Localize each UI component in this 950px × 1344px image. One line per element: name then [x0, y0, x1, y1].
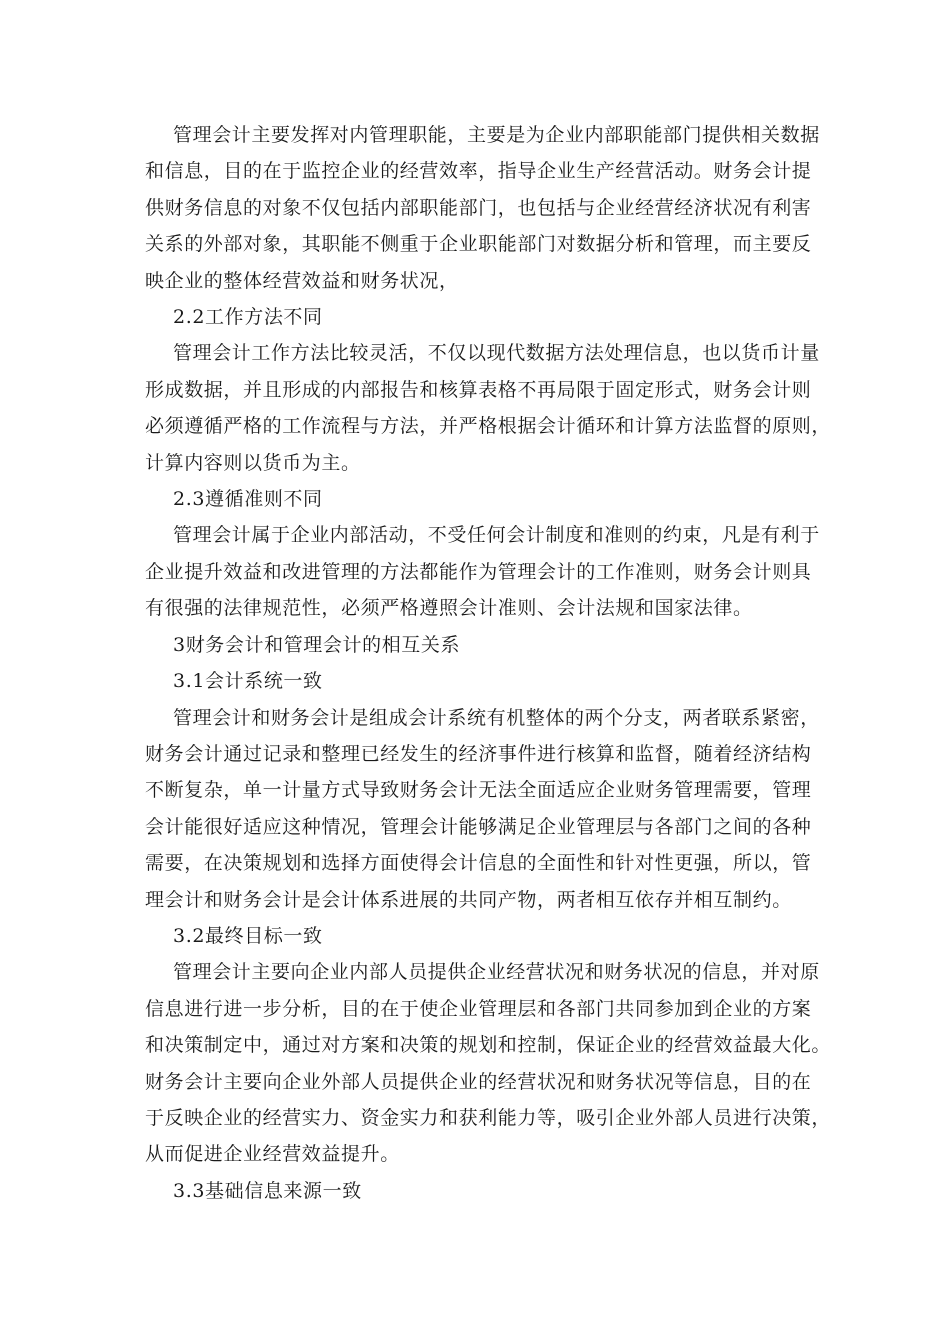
- text-line: 管理会计属于企业内部活动，不受任何会计制度和准则的约束，凡是有利于: [173, 524, 820, 547]
- paragraph-final-goal: [145, 954, 832, 1172]
- text-line: 和决策制定中，通过对方案和决策的规划和控制，保证企业的经营效益最大化。: [145, 1034, 832, 1057]
- heading-3-3: 3.3基础信息来源一致: [173, 1179, 362, 1202]
- heading-3: 3财务会计和管理会计的相互关系: [173, 633, 461, 656]
- paragraph-accounting-system: [145, 700, 820, 918]
- text-line: 于反映企业的经营实力、资金实力和获利能力等，吸引企业外部人员进行决策，: [145, 1106, 832, 1129]
- text-line: 关系的外部对象，其职能不侧重于企业职能部门对数据分析和管理，而主要反: [145, 233, 812, 256]
- heading-3-1: 3.1会计系统一致: [173, 670, 323, 693]
- text-line: 信息进行进一步分析，目的在于使企业管理层和各部门共同参加到企业的方案: [145, 997, 812, 1020]
- text-line: 管理会计工作方法比较灵活，不仅以现代数据方法处理信息，也以货币计量: [173, 342, 820, 365]
- heading-2-2: 2.2工作方法不同: [173, 306, 323, 329]
- text-line: 和信息，目的在于监控企业的经营效率，指导企业生产经营活动。财务会计提: [145, 160, 812, 183]
- text-line: 财务会计通过记录和整理已经发生的经济事件进行核算和监督，随着经济结构: [145, 742, 812, 765]
- text-line: 计算内容则以货币为主。: [145, 451, 361, 474]
- text-line: 供财务信息的对象不仅包括内部职能部门，也包括与企业经营经济状况有利害: [145, 196, 812, 219]
- paragraph-working-method: [145, 335, 832, 481]
- heading-3-2: 3.2最终目标一致: [173, 924, 323, 947]
- text-line: 形成数据，并且形成的内部报告和核算表格不再局限于固定形式，财务会计则: [145, 378, 812, 401]
- text-line: 映企业的整体经营效益和财务状况，: [145, 269, 459, 292]
- text-line: 必须遵循严格的工作流程与方法，并严格根据会计循环和计算方法监督的原则，: [145, 415, 832, 438]
- text-line: 有很强的法律规范性，必须严格遵照会计准则、会计法规和国家法律。: [145, 597, 753, 620]
- text-line: 理会计和财务会计是会计体系进展的共同产物，两者相互依存并相互制约。: [145, 888, 792, 911]
- text-line: 需要，在决策规划和选择方面使得会计信息的全面性和针对性更强，所以，管: [145, 852, 812, 875]
- text-line: 管理会计主要发挥对内管理职能，主要是为企业内部职能部门提供相关数据: [173, 124, 820, 146]
- text-line: 管理会计主要向企业内部人员提供企业经营状况和财务状况的信息，并对原: [173, 961, 820, 984]
- text-line: 会计能很好适应这种情况，管理会计能够满足企业管理层与各部门之间的各种: [145, 815, 812, 838]
- text-line: 财务会计主要向企业外部人员提供企业的经营状况和财务状况等信息，目的在: [145, 1070, 812, 1093]
- document-page: [145, 117, 832, 1209]
- heading-2-3: 2.3遵循准则不同: [173, 488, 323, 511]
- text-line: 企业提升效益和改进管理的方法都能作为管理会计的工作准则，财务会计则具: [145, 560, 812, 583]
- text-line: 从而促进企业经营效益提升。: [145, 1143, 400, 1166]
- text-line: 不断复杂，单一计量方式导致财务会计无法全面适应企业财务管理需要，管理: [145, 779, 812, 802]
- paragraph-management-function: [145, 117, 820, 299]
- paragraph-standards: [145, 517, 820, 626]
- text-line: 管理会计和财务会计是组成会计系统有机整体的两个分支，两者联系紧密，: [173, 706, 820, 729]
